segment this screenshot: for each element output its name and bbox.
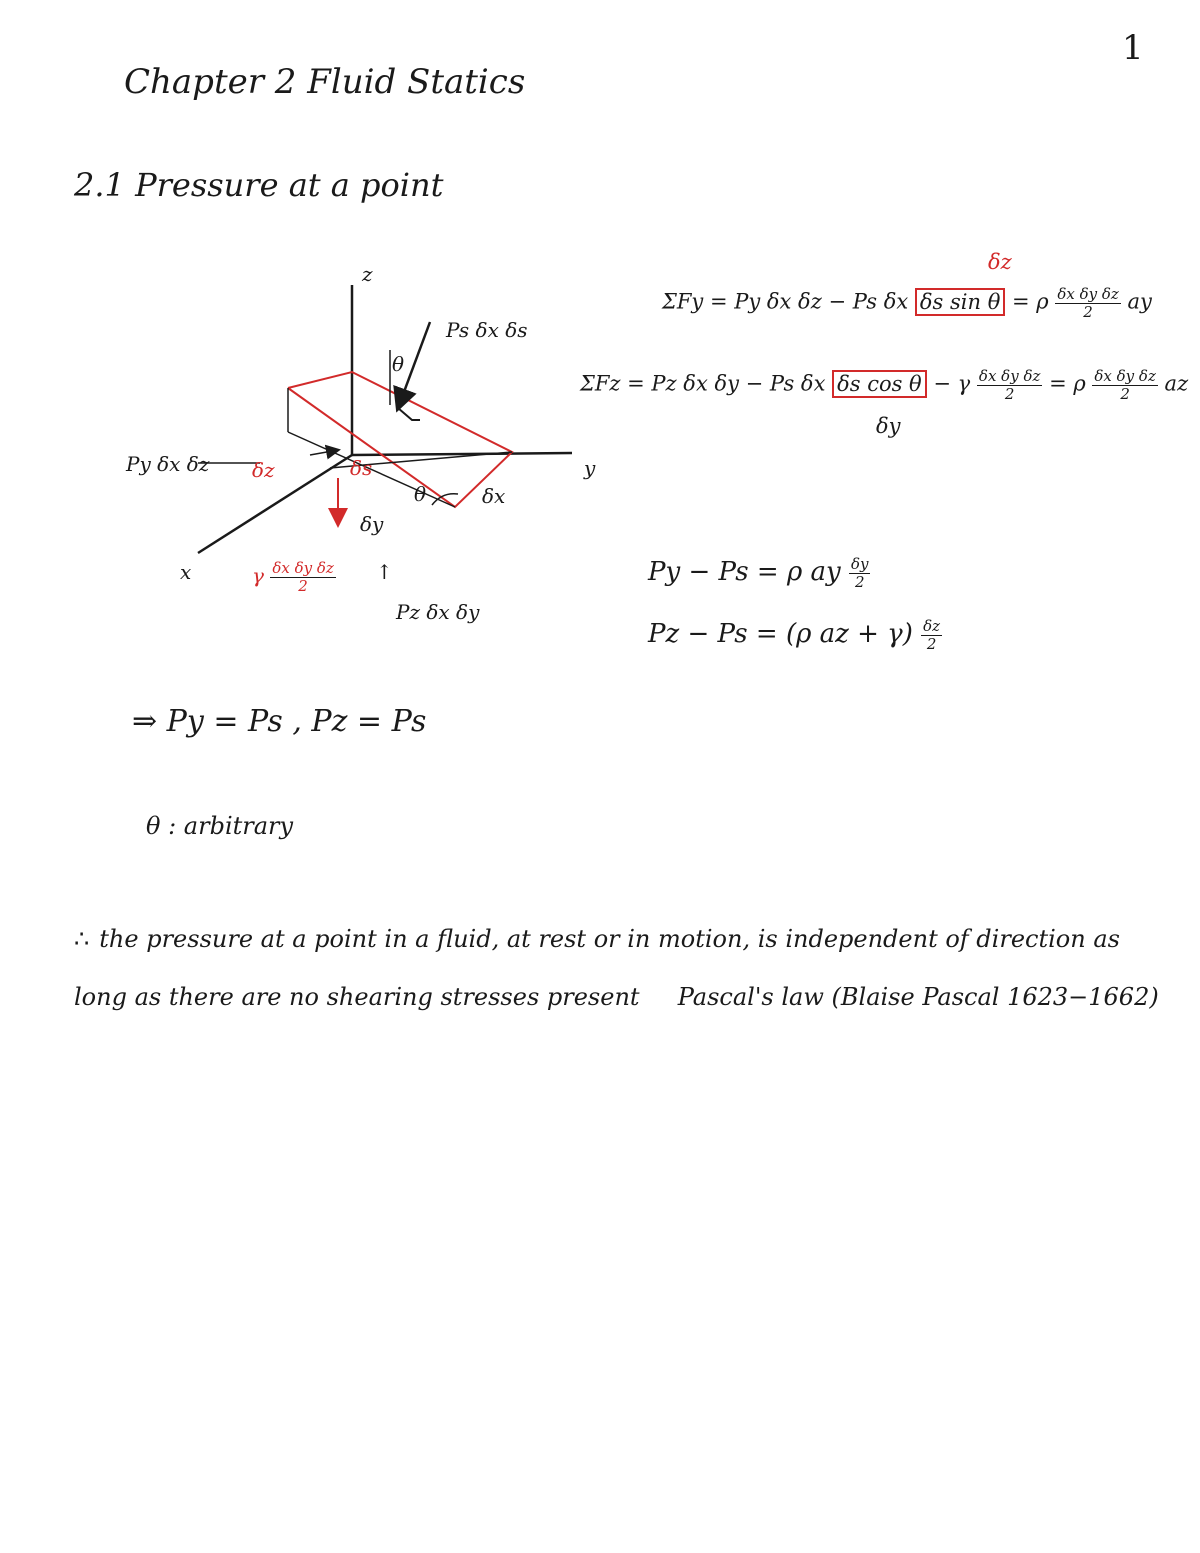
conclusion-paragraph	[74, 910, 1164, 1026]
dz-length-label: δz	[252, 458, 275, 482]
fy-suffix: ay	[1127, 289, 1152, 314]
fy-equation	[662, 286, 1152, 320]
py-force-label: Py δx δz	[126, 452, 210, 476]
ds-length-label: δs	[350, 456, 373, 480]
res2-denominator: 2	[926, 634, 937, 653]
weight-denominator: 2	[298, 576, 308, 595]
fz-mid: − γ	[933, 371, 971, 396]
fz-denominator-2: 2	[1120, 384, 1130, 403]
annot-dz: δz	[988, 250, 1012, 274]
theta-note: θ : arbitrary	[146, 812, 294, 840]
fz-lhs: ΣFz = Pz δx δy − Ps δx	[580, 371, 826, 396]
fy-boxed-term: δs sin θ	[915, 288, 1005, 316]
res1-denominator: 2	[854, 572, 865, 591]
pascal-law: Pascal's law (Blaise Pascal 1623−1662)	[677, 983, 1159, 1011]
fz-denominator-1: 2	[1004, 384, 1015, 403]
weight-label	[252, 560, 336, 594]
theta-top-label: θ	[392, 352, 405, 376]
z-axis-label: z	[362, 262, 373, 286]
result-equation-z	[648, 618, 942, 652]
x-axis-label: x	[180, 560, 192, 584]
res2-lhs: Pz − Ps = (ρ az + γ)	[648, 619, 913, 649]
fz-equation	[580, 368, 1188, 402]
pz-force-label: Pz δx δy	[396, 600, 480, 624]
fz-boxed-term: δs cos θ	[832, 370, 927, 398]
implication: ⇒ Py = Ps , Pz = Ps	[132, 704, 427, 739]
fz-numerator-2: δx δy δz	[1094, 367, 1156, 385]
y-axis-label: y	[584, 456, 596, 480]
section-title: 2.1 Pressure at a point	[74, 166, 444, 204]
res1-numerator: δy	[850, 555, 869, 573]
fy-numerator: δx δy δz	[1057, 285, 1119, 303]
weight-numerator: δx δy δz	[272, 559, 334, 577]
fz-eq: = ρ	[1049, 371, 1086, 396]
conclusion-text: the pressure at a point in a fluid, at rest or in motion, is independent of direction as long as there are no shearing stresses present	[74, 925, 1120, 1011]
fy-rhs-prefix: = ρ	[1012, 289, 1049, 314]
annot-dy: δy	[876, 414, 901, 438]
fz-numerator-1: δx δy δz	[978, 367, 1041, 385]
res2-numerator: δz	[923, 617, 941, 635]
weight-gamma: γ	[252, 563, 264, 588]
fz-suffix: az	[1164, 371, 1189, 396]
pz-up-arrow: ↑	[376, 560, 393, 584]
therefore-symbol: ∴	[74, 925, 90, 953]
x-axis-line	[198, 455, 352, 553]
ps-arrow-shaft	[398, 408, 420, 420]
res1-lhs: Py − Ps = ρ ay	[648, 557, 841, 587]
result-equation-y	[648, 556, 870, 590]
dy-length-label: δy	[360, 512, 384, 536]
chapter-title: Chapter 2 Fluid Statics	[124, 62, 526, 102]
theta-bottom-label: θ	[414, 482, 427, 506]
dx-length-label: δx	[482, 484, 506, 508]
y-axis-line	[352, 453, 572, 455]
wedge-outline	[288, 372, 512, 507]
fy-lhs: ΣFy = Py δx δz − Ps δx	[662, 289, 909, 314]
fy-denominator: 2	[1083, 302, 1093, 321]
ps-force-label: Ps δx δs	[446, 318, 528, 342]
page-number: 1	[1122, 28, 1144, 68]
